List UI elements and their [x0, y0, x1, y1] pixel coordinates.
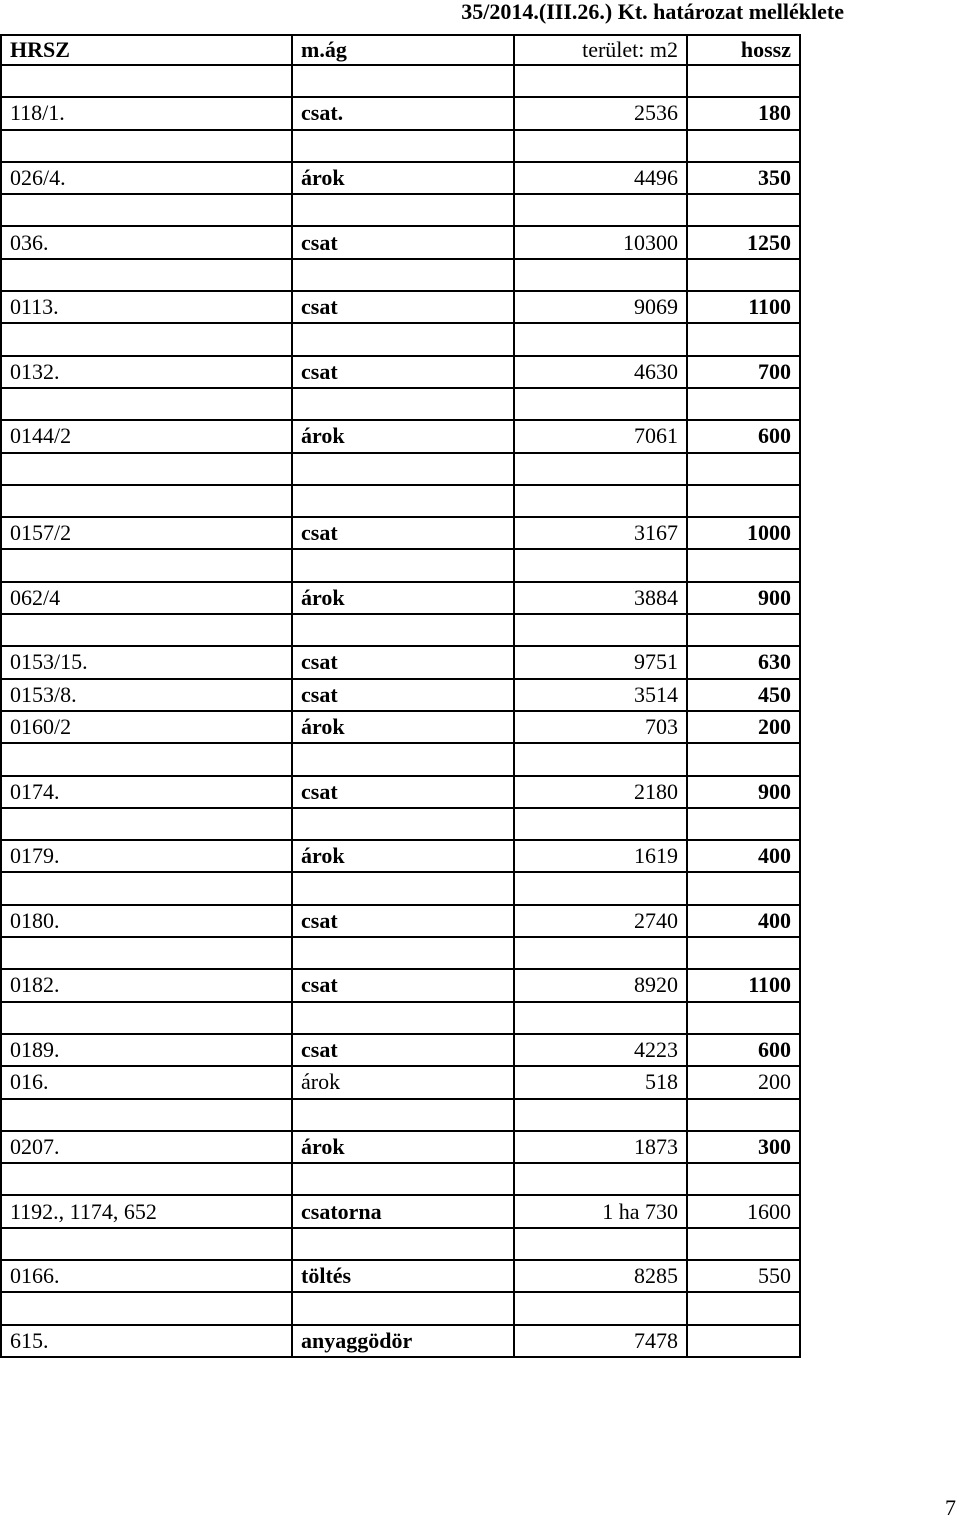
- cell-hossz: [687, 937, 800, 969]
- cell-hossz: 200: [687, 1066, 800, 1098]
- cell-terulet: 8920: [514, 969, 687, 1001]
- cell-terulet: 4630: [514, 356, 687, 388]
- blank-row: [1, 130, 800, 162]
- cell-hrsz: [1, 485, 292, 517]
- table-row: [1, 1195, 800, 1227]
- cell-mag: [292, 1228, 514, 1260]
- cell-hrsz: [1, 453, 292, 485]
- page-header-title: 35/2014.(III.26.) Kt. határozat melléklete: [461, 0, 844, 24]
- cell-hossz: 1000: [687, 517, 800, 549]
- table-row: [1, 646, 800, 678]
- cell-terulet: 2740: [514, 905, 687, 937]
- cell-terulet: 1 ha 730: [514, 1195, 687, 1227]
- table-row: [1, 1260, 800, 1292]
- cell-mag: [292, 549, 514, 581]
- cell-hrsz: [1, 872, 292, 904]
- cell-terulet: 3167: [514, 517, 687, 549]
- cell-hrsz: [1, 388, 292, 420]
- page-number: 7: [945, 1495, 956, 1520]
- blank-row: [1, 388, 800, 420]
- cell-terulet: [514, 549, 687, 581]
- column-header-hrsz: HRSZ: [1, 35, 292, 65]
- cell-hrsz: [1, 743, 292, 775]
- cell-hossz: [687, 614, 800, 646]
- cell-mag: csat: [292, 905, 514, 937]
- cell-terulet: 1873: [514, 1131, 687, 1163]
- cell-mag: [292, 1163, 514, 1195]
- cell-terulet: [514, 808, 687, 840]
- blank-row: [1, 808, 800, 840]
- cell-hossz: 1600: [687, 1195, 800, 1227]
- blank-row: [1, 485, 800, 517]
- cell-hrsz: 0166.: [1, 1260, 292, 1292]
- cell-hossz: 180: [687, 97, 800, 129]
- cell-hrsz: [1, 259, 292, 291]
- cell-mag: [292, 937, 514, 969]
- cell-hossz: [687, 259, 800, 291]
- cell-mag: csat: [292, 646, 514, 678]
- blank-row: [1, 1292, 800, 1324]
- cell-terulet: 518: [514, 1066, 687, 1098]
- cell-hrsz: 0132.: [1, 356, 292, 388]
- table-row: [1, 776, 800, 808]
- cell-hossz: 550: [687, 1260, 800, 1292]
- cell-terulet: [514, 1099, 687, 1131]
- cell-terulet: [514, 743, 687, 775]
- cell-hrsz: [1, 937, 292, 969]
- table-header-row: [1, 35, 800, 65]
- column-header-hossz: hossz: [687, 35, 800, 65]
- cell-hossz: 300: [687, 1131, 800, 1163]
- cell-hossz: [687, 1002, 800, 1034]
- cell-hrsz: 062/4: [1, 582, 292, 614]
- table-row: [1, 969, 800, 1001]
- cell-hossz: [687, 65, 800, 97]
- cell-mag: árok: [292, 582, 514, 614]
- table-row: [1, 356, 800, 388]
- cell-hossz: [687, 323, 800, 355]
- blank-row: [1, 1002, 800, 1034]
- cell-terulet: [514, 453, 687, 485]
- cell-terulet: 703: [514, 711, 687, 743]
- blank-row: [1, 65, 800, 97]
- cell-hossz: [687, 549, 800, 581]
- cell-mag: csatorna: [292, 1195, 514, 1227]
- cell-hrsz: [1, 1002, 292, 1034]
- blank-row: [1, 743, 800, 775]
- cell-hossz: 600: [687, 1034, 800, 1066]
- cell-hossz: [687, 1325, 800, 1357]
- blank-row: [1, 323, 800, 355]
- cell-mag: [292, 388, 514, 420]
- cell-hrsz: 026/4.: [1, 162, 292, 194]
- cell-mag: csat: [292, 969, 514, 1001]
- cell-mag: [292, 323, 514, 355]
- cell-terulet: [514, 323, 687, 355]
- cell-mag: árok: [292, 711, 514, 743]
- table-row: [1, 1066, 800, 1098]
- cell-hrsz: [1, 323, 292, 355]
- cell-hossz: 200: [687, 711, 800, 743]
- cell-hossz: 350: [687, 162, 800, 194]
- cell-hossz: 600: [687, 420, 800, 452]
- blank-row: [1, 1228, 800, 1260]
- cell-mag: [292, 743, 514, 775]
- cell-hossz: [687, 743, 800, 775]
- cell-hrsz: [1, 1292, 292, 1324]
- cell-terulet: [514, 1002, 687, 1034]
- cell-mag: csat.: [292, 97, 514, 129]
- table-row: [1, 226, 800, 258]
- table-row: [1, 291, 800, 323]
- cell-mag: árok: [292, 162, 514, 194]
- cell-hossz: [687, 1099, 800, 1131]
- table-row: [1, 582, 800, 614]
- cell-terulet: [514, 388, 687, 420]
- cell-hrsz: 0174.: [1, 776, 292, 808]
- table-row: [1, 162, 800, 194]
- cell-terulet: 10300: [514, 226, 687, 258]
- cell-terulet: 9751: [514, 646, 687, 678]
- cell-hossz: 700: [687, 356, 800, 388]
- cell-hossz: 400: [687, 905, 800, 937]
- cell-terulet: 9069: [514, 291, 687, 323]
- cell-terulet: [514, 1163, 687, 1195]
- cell-hossz: [687, 194, 800, 226]
- cell-hrsz: 0189.: [1, 1034, 292, 1066]
- cell-hrsz: [1, 1099, 292, 1131]
- cell-hossz: 900: [687, 776, 800, 808]
- cell-hrsz: 0153/8.: [1, 679, 292, 711]
- cell-terulet: [514, 194, 687, 226]
- cell-hossz: [687, 1163, 800, 1195]
- cell-terulet: [514, 259, 687, 291]
- cell-mag: [292, 1292, 514, 1324]
- cell-mag: [292, 1002, 514, 1034]
- table-row: [1, 1034, 800, 1066]
- blank-row: [1, 549, 800, 581]
- cell-hossz: 400: [687, 840, 800, 872]
- cell-mag: [292, 485, 514, 517]
- cell-hossz: 1250: [687, 226, 800, 258]
- cell-mag: [292, 65, 514, 97]
- cell-hrsz: 0144/2: [1, 420, 292, 452]
- cell-hrsz: [1, 549, 292, 581]
- table-row: [1, 1131, 800, 1163]
- cell-hossz: [687, 453, 800, 485]
- cell-hrsz: [1, 1163, 292, 1195]
- cell-hossz: [687, 1228, 800, 1260]
- cell-hrsz: [1, 808, 292, 840]
- cell-hrsz: 118/1.: [1, 97, 292, 129]
- cell-hossz: 1100: [687, 291, 800, 323]
- cell-terulet: 3514: [514, 679, 687, 711]
- cell-terulet: 1619: [514, 840, 687, 872]
- column-header-terulet: terület: m2: [514, 35, 687, 65]
- table-row: [1, 517, 800, 549]
- parcel-table: [0, 34, 801, 1358]
- cell-mag: árok: [292, 1066, 514, 1098]
- table-row: [1, 97, 800, 129]
- cell-hrsz: [1, 65, 292, 97]
- cell-terulet: 8285: [514, 1260, 687, 1292]
- blank-row: [1, 259, 800, 291]
- table-row: [1, 840, 800, 872]
- cell-terulet: 4496: [514, 162, 687, 194]
- table-row: [1, 905, 800, 937]
- cell-terulet: 7061: [514, 420, 687, 452]
- cell-mag: csat: [292, 679, 514, 711]
- cell-mag: csat: [292, 226, 514, 258]
- cell-mag: csat: [292, 517, 514, 549]
- blank-row: [1, 1099, 800, 1131]
- cell-hossz: [687, 485, 800, 517]
- table-row: [1, 1325, 800, 1357]
- blank-row: [1, 614, 800, 646]
- cell-hossz: 630: [687, 646, 800, 678]
- cell-mag: csat: [292, 291, 514, 323]
- cell-hrsz: 0160/2: [1, 711, 292, 743]
- cell-hrsz: [1, 1228, 292, 1260]
- cell-hrsz: 0157/2: [1, 517, 292, 549]
- cell-terulet: 3884: [514, 582, 687, 614]
- column-header-mag: m.ág: [292, 35, 514, 65]
- cell-mag: csat: [292, 1034, 514, 1066]
- cell-mag: [292, 259, 514, 291]
- cell-hrsz: 0113.: [1, 291, 292, 323]
- cell-mag: csat: [292, 776, 514, 808]
- cell-mag: [292, 194, 514, 226]
- cell-mag: [292, 872, 514, 904]
- cell-terulet: [514, 130, 687, 162]
- cell-terulet: 2536: [514, 97, 687, 129]
- cell-hossz: [687, 388, 800, 420]
- cell-terulet: [514, 65, 687, 97]
- cell-hrsz: 615.: [1, 1325, 292, 1357]
- cell-hossz: [687, 872, 800, 904]
- blank-row: [1, 453, 800, 485]
- cell-hrsz: 0180.: [1, 905, 292, 937]
- cell-hrsz: 1192., 1174, 652: [1, 1195, 292, 1227]
- cell-mag: csat: [292, 356, 514, 388]
- cell-hossz: 450: [687, 679, 800, 711]
- blank-row: [1, 937, 800, 969]
- blank-row: [1, 872, 800, 904]
- cell-hossz: [687, 130, 800, 162]
- cell-hrsz: 036.: [1, 226, 292, 258]
- cell-terulet: [514, 937, 687, 969]
- cell-hossz: 900: [687, 582, 800, 614]
- cell-hrsz: 0207.: [1, 1131, 292, 1163]
- cell-hrsz: 0182.: [1, 969, 292, 1001]
- table-body: [1, 65, 800, 1357]
- cell-hrsz: [1, 194, 292, 226]
- cell-mag: [292, 130, 514, 162]
- cell-hrsz: 0153/15.: [1, 646, 292, 678]
- cell-hossz: [687, 1292, 800, 1324]
- cell-mag: anyaggödör: [292, 1325, 514, 1357]
- cell-terulet: 2180: [514, 776, 687, 808]
- cell-mag: [292, 1099, 514, 1131]
- cell-terulet: 7478: [514, 1325, 687, 1357]
- cell-mag: [292, 453, 514, 485]
- cell-terulet: 4223: [514, 1034, 687, 1066]
- blank-row: [1, 194, 800, 226]
- cell-mag: árok: [292, 1131, 514, 1163]
- cell-terulet: [514, 872, 687, 904]
- cell-hossz: [687, 808, 800, 840]
- cell-hossz: 1100: [687, 969, 800, 1001]
- cell-hrsz: 016.: [1, 1066, 292, 1098]
- blank-row: [1, 1163, 800, 1195]
- cell-terulet: [514, 1228, 687, 1260]
- cell-hrsz: 0179.: [1, 840, 292, 872]
- table-row: [1, 679, 800, 711]
- cell-mag: árok: [292, 840, 514, 872]
- cell-hrsz: [1, 614, 292, 646]
- cell-terulet: [514, 485, 687, 517]
- table-row: [1, 711, 800, 743]
- table-row: [1, 420, 800, 452]
- cell-mag: [292, 614, 514, 646]
- cell-terulet: [514, 614, 687, 646]
- cell-hrsz: [1, 130, 292, 162]
- cell-mag: árok: [292, 420, 514, 452]
- cell-mag: töltés: [292, 1260, 514, 1292]
- cell-mag: [292, 808, 514, 840]
- cell-terulet: [514, 1292, 687, 1324]
